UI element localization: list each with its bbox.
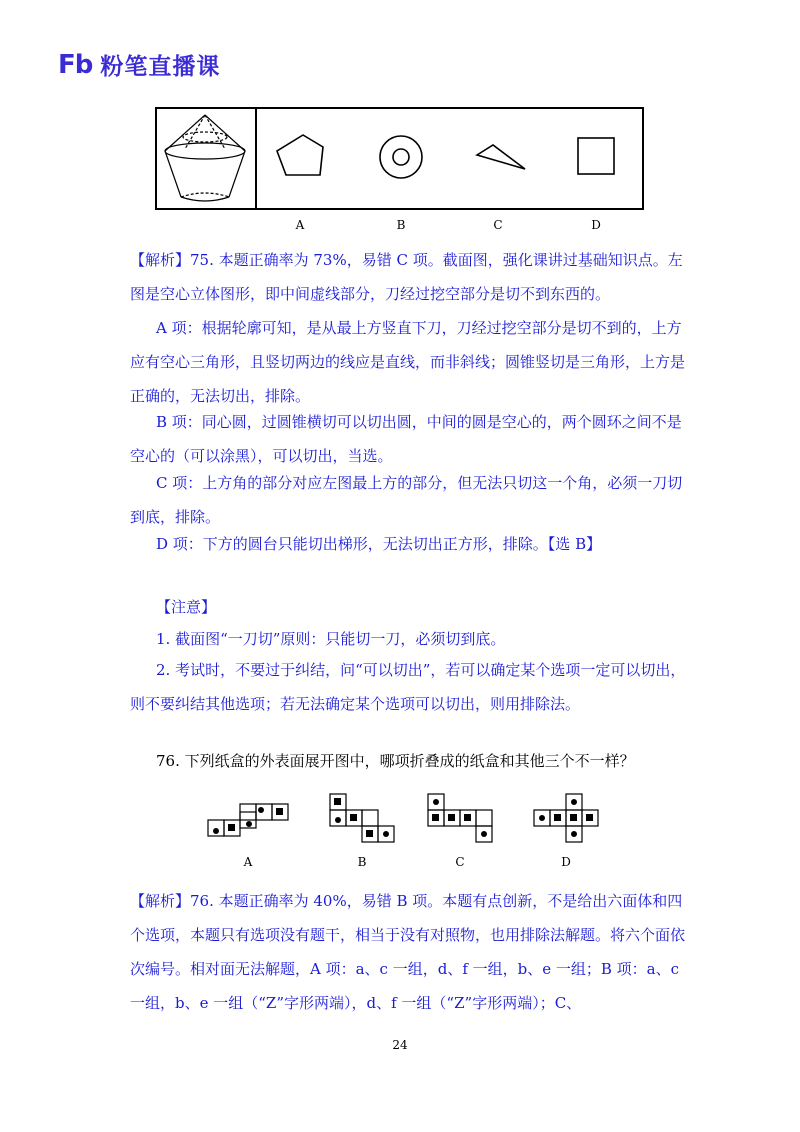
- question-76-text: 76. 下列纸盒的外表面展开图中，哪项折叠成的纸盒和其他三个不一样？: [156, 752, 635, 770]
- option-label: D: [591, 218, 601, 232]
- logo-mark: Fb: [58, 49, 93, 80]
- figure-76: [200, 790, 620, 870]
- solid-figure: [165, 115, 245, 201]
- figure-75: [155, 107, 645, 237]
- analysis-75-intro: 【解析】75. 本题正确率为 73%，易错 C 项。截面图，强化课讲过基础知识点。左图是空心立体图形，即中间虚线部分，刀经过挖空部分是切不到东西的。: [130, 251, 683, 303]
- option-label: C: [455, 855, 465, 869]
- option-a-pentagon: [277, 135, 323, 175]
- option-b-inner-circle: [393, 149, 409, 165]
- analysis-75-option-a: A 项：根据轮廓可知，是从最上方竖直下刀，刀经过挖空部分是切不到的，上方应有空心三角形，且竖切两边的线应是直线，而非斜线；圆锥竖切是三角形，上方是正确的，无法切出，排除。: [130, 319, 686, 405]
- option-label: A: [295, 218, 305, 232]
- brand-logo: [58, 48, 220, 81]
- option-d-square: [578, 138, 614, 174]
- option-c-triangle: [477, 145, 525, 169]
- analysis-75-option-b: B 项：同心圆，过圆锥横切可以切出圆，中间的圆是空心的，两个圆环之间不是空心的（可以涂黑），可以切出，当选。: [130, 413, 682, 465]
- page-number: 24: [392, 1038, 408, 1052]
- option-b-outer-circle: [380, 136, 422, 178]
- option-label: B: [357, 855, 367, 869]
- analysis-75-option-d: D 项：下方的圆台只能切出梯形，无法切出正方形，排除。【选 B】: [156, 535, 602, 553]
- logo-text: 粉笔直播课: [100, 54, 221, 80]
- analysis-75-option-c: C 项：上方角的部分对应左图最上方的部分，但无法只切这一个角，必须一刀切到底，排除。: [130, 474, 683, 526]
- analysis-76: 【解析】76. 本题正确率为 40%，易错 B 项。本题有点创新，不是给出六面体和四个选项，本题只有选项没有题干，相当于没有对照物，也用排除法解题。将六个面依次编号。相对面无法解题，A 项：a、c 一组，d、f 一组，b、e 一组；B 项：a、c 一组，b、e 一组（“Z”字形两端），d、f 一组（“Z”字形两端）；C、: [130, 892, 686, 1012]
- option-label: B: [396, 218, 406, 232]
- note-item-2: 2. 考试时，不要过于纠结，问“可以切出”，若可以确定某个选项一定可以切出，则不要纠结其他选项；若无法确定某个选项可以切出，则用排除法。: [130, 661, 686, 713]
- option-label: A: [243, 855, 253, 869]
- option-label: D: [561, 855, 571, 869]
- note-item-1: 1. 截面图“一刀切”原则：只能切一刀，必须切到底。: [156, 630, 506, 648]
- note-title: 【注意】: [156, 598, 217, 616]
- option-label: C: [493, 218, 503, 232]
